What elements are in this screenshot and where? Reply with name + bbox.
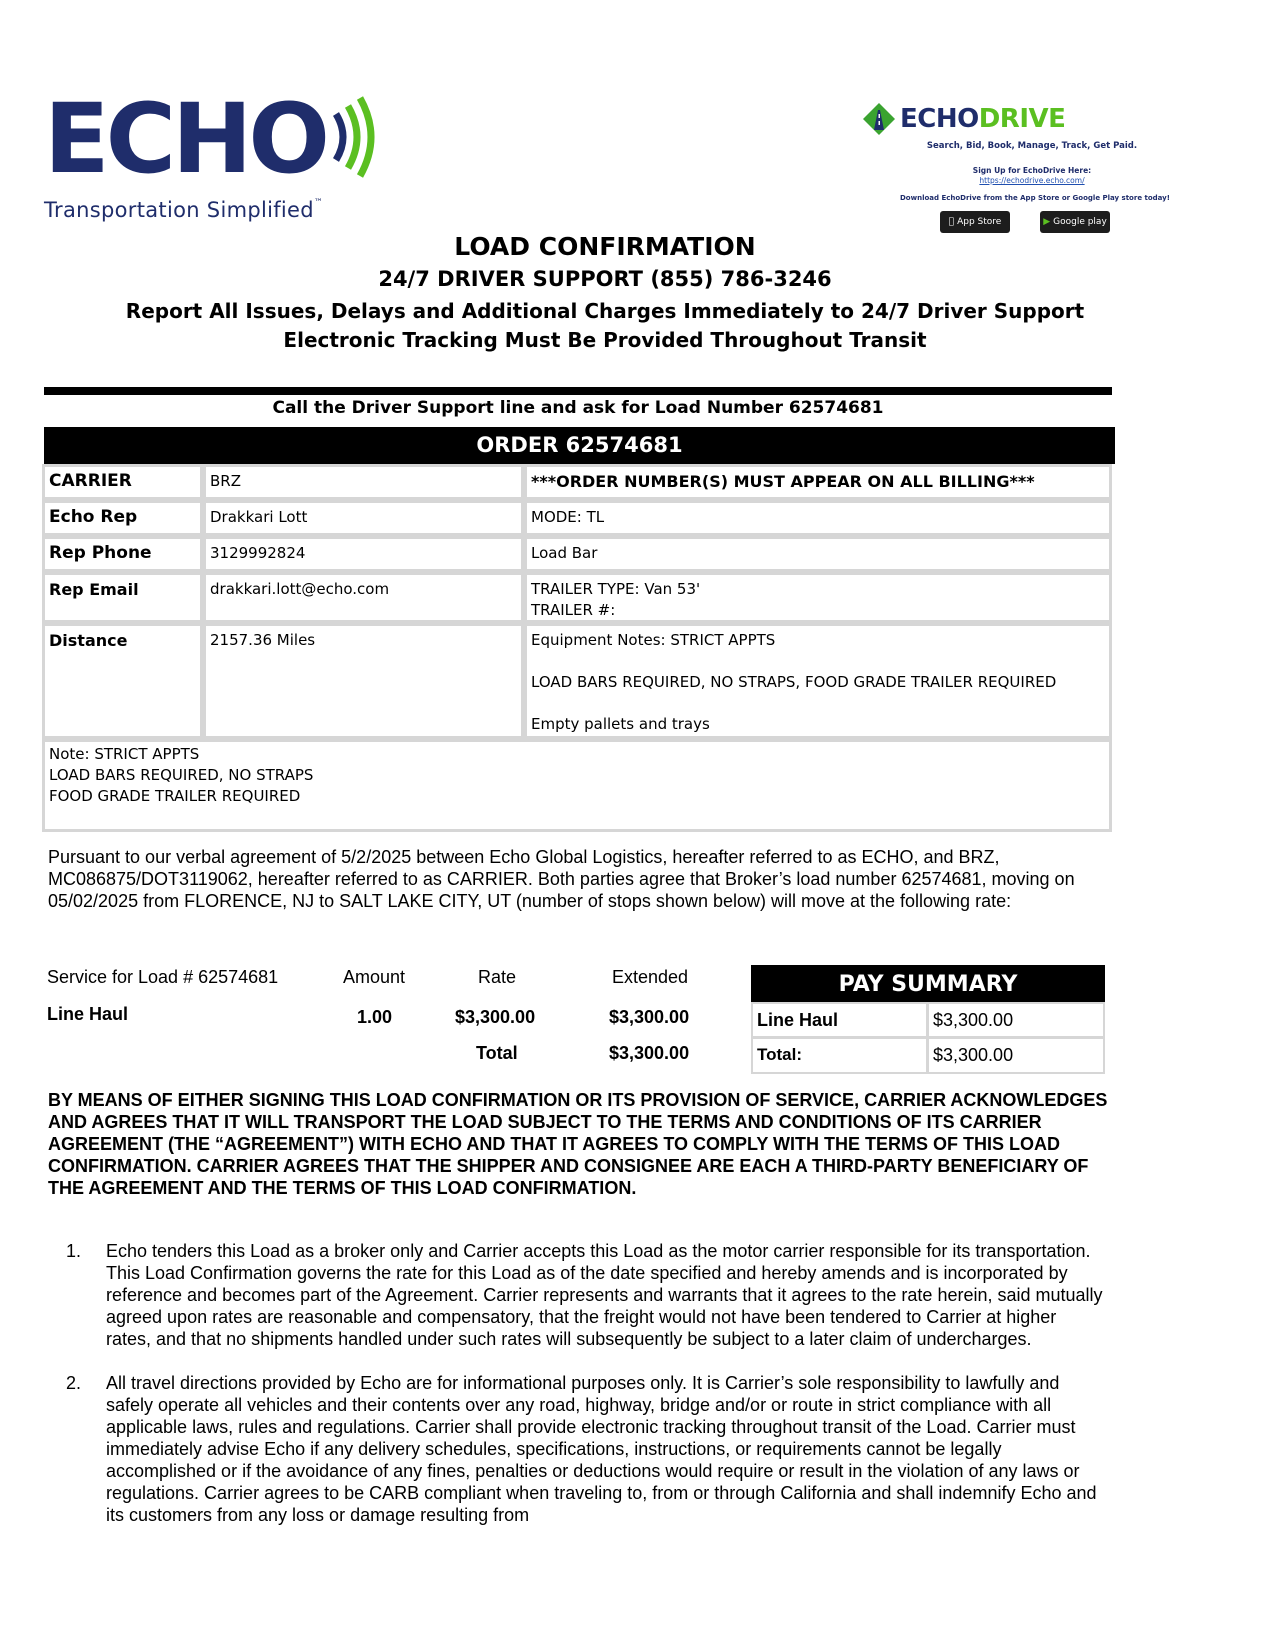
rep-email-label: Rep Email xyxy=(42,572,203,623)
term-number: 2. xyxy=(66,1373,82,1393)
equipment-notes: Equipment Notes: STRICT APPTS LOAD BARS REQUIRED, NO STRAPS, FOOD GRADE TRAILER REQUIRED Empty pallets and trays xyxy=(524,623,1112,739)
total-label: Total xyxy=(476,1043,518,1063)
line-haul-extended: $3,300.00 xyxy=(609,1007,690,1027)
echo-rep-value: Drakkari Lott xyxy=(203,500,524,536)
pay-line-haul-value: $3,300.00 xyxy=(927,1002,1105,1038)
echodrive-signup: Sign Up for EchoDrive Here: xyxy=(972,166,1092,175)
rep-phone-value: 3129992824 xyxy=(203,536,524,572)
tracking-notice: Electronic Tracking Must Be Provided Throughout Transit xyxy=(283,328,927,352)
distance-label: Distance xyxy=(42,623,203,739)
echo-rep-label: Echo Rep xyxy=(42,500,203,536)
divider xyxy=(44,387,1112,395)
echodrive-slogan: Search, Bid, Book, Manage, Track, Get Paid. xyxy=(926,141,1138,151)
terms-heading: BY MEANS OF EITHER SIGNING THIS LOAD CONFIRMATION OR ITS PROVISION OF SERVICE, CARRIER ACKNOWLEDGES AND AGREES THAT IT WILL TRANSPORT THE LOAD SUBJECT TO THE TERMS AND CONDITIONS OF ITS CARRIER AGREEMENT (THE “AGREEMENT”) WITH ECHO AND THAT IT AGREES TO COMPLY WITH THE TERMS OF THIS LOAD CONFIRMATION. CARRIER AGREES THAT THE SHIPPER AND CONSIGNEE ARE EACH A THIRD-PARTY BENEFICIARY OF THE AGREEMENT AND THE TERMS OF THIS LOAD CONFIRMATION. xyxy=(48,1090,1108,1198)
term-number: 1. xyxy=(66,1241,82,1261)
carrier-label: CARRIER xyxy=(42,464,203,500)
load-bar-value: Load Bar xyxy=(524,536,1112,572)
play-icon: ▶ xyxy=(1043,217,1051,227)
rep-email-value: drakkari.lott@echo.com xyxy=(203,572,524,623)
order-title: ORDER 62574681 xyxy=(44,427,1115,464)
call-instruction: Call the Driver Support line and ask for Load Number 62574681 xyxy=(272,398,884,418)
rate-header: Rate xyxy=(478,967,517,987)
mode-value: MODE: TL xyxy=(524,500,1112,536)
line-haul-amount: 1.00 xyxy=(357,1007,393,1027)
trailer-info: TRAILER TYPE: Van 53' TRAILER #: xyxy=(524,572,1112,623)
driver-support-line: 24/7 DRIVER SUPPORT (855) 786-3246 xyxy=(378,267,832,291)
line-haul-rate: $3,300.00 xyxy=(455,1007,536,1027)
distance-value: 2157.36 Miles xyxy=(203,623,524,739)
road-sign-icon xyxy=(862,102,896,136)
term-text: Echo tenders this Load as a broker only and Carrier accepts this Load as the motor carrier responsible for its transportation. This Load Confirmation governs the rate for this Load as of the date specified and hereby amends and is incorporated by reference and becomes part of the Agreement. Carrier represents and warrants that it agrees to the rate herein, said mutually agreed upon rates are reasonable and compensatory, that the freight would not have been tendered to Carrier at higher rates, and that no shipments handled under such rates will subsequently be subject to a later claim of undercharges. xyxy=(106,1241,1103,1349)
billing-notice: ***ORDER NUMBER(S) MUST APPEAR ON ALL BILLING*** xyxy=(524,464,1112,500)
echo-wordmark: ECHO xyxy=(44,92,326,182)
service-header: Service for Load # 62574681 xyxy=(47,967,279,987)
app-store-badge[interactable]: App Store xyxy=(940,211,1010,233)
order-note: Note: STRICT APPTS LOAD BARS REQUIRED, NO STRAPS FOOD GRADE TRAILER REQUIRED xyxy=(42,739,1112,832)
apple-icon xyxy=(949,217,954,227)
echo-logo xyxy=(44,92,384,182)
pay-summary-title: PAY SUMMARY xyxy=(751,965,1105,1002)
agreement-paragraph: Pursuant to our verbal agreement of 5/2/2025 between Echo Global Logistics, hereafter referred to as ECHO, and BRZ, MC086875/DOT3119062, hereafter referred to as CARRIER. Both parties agree that Broker’s load number 62574681, moving on 05/02/2025 from FLORENCE, NJ to SALT LAKE CITY, UT (number of stops shown below) will move at the following rate: xyxy=(48,847,1075,911)
echodrive-link[interactable]: https://echodrive.echo.com/ xyxy=(979,176,1085,185)
rep-phone-label: Rep Phone xyxy=(42,536,203,572)
echodrive-download-text: Download EchoDrive from the App Store or Google Play store today! xyxy=(900,194,1170,202)
google-play-badge[interactable]: ▶ Google play xyxy=(1040,211,1110,233)
pay-total-value: $3,300.00 xyxy=(927,1037,1105,1074)
amount-header: Amount xyxy=(343,967,406,987)
line-haul-label: Line Haul xyxy=(47,1004,129,1024)
carrier-value: BRZ xyxy=(203,464,524,500)
total-value: $3,300.00 xyxy=(609,1043,690,1063)
term-text: All travel directions provided by Echo are for informational purposes only. It is Carrier’s sole responsibility to lawfully and safely operate all vehicles and their contents over any road, highway, bridge and/or or route in strict compliance with all applicable laws, rules and regulations. Carrier shall provide electronic tracking throughout transit of the Load. Carrier must immediately advise Echo if any delivery schedules, specifications, instructions, or requirements cannot be legally accomplished or if the avoidance of any fines, penalties or deductions would require or result in the violation of any laws or regulations. Carrier agrees to be CARB compliant when traveling to, from or through California and shall indemnify Echo and its customers from any loss or damage resulting from xyxy=(106,1373,1097,1525)
echodrive-logo: ECHODRIVE xyxy=(900,104,1150,138)
report-notice: Report All Issues, Delays and Additional Charges Immediately to 24/7 Driver Support xyxy=(125,299,1085,323)
extended-header: Extended xyxy=(612,967,689,987)
pay-line-haul-label: Line Haul xyxy=(751,1002,928,1038)
echo-tagline: Transportation Simplified™ xyxy=(44,198,324,222)
page-title: LOAD CONFIRMATION xyxy=(454,232,756,261)
pay-total-label: Total: xyxy=(751,1037,928,1074)
